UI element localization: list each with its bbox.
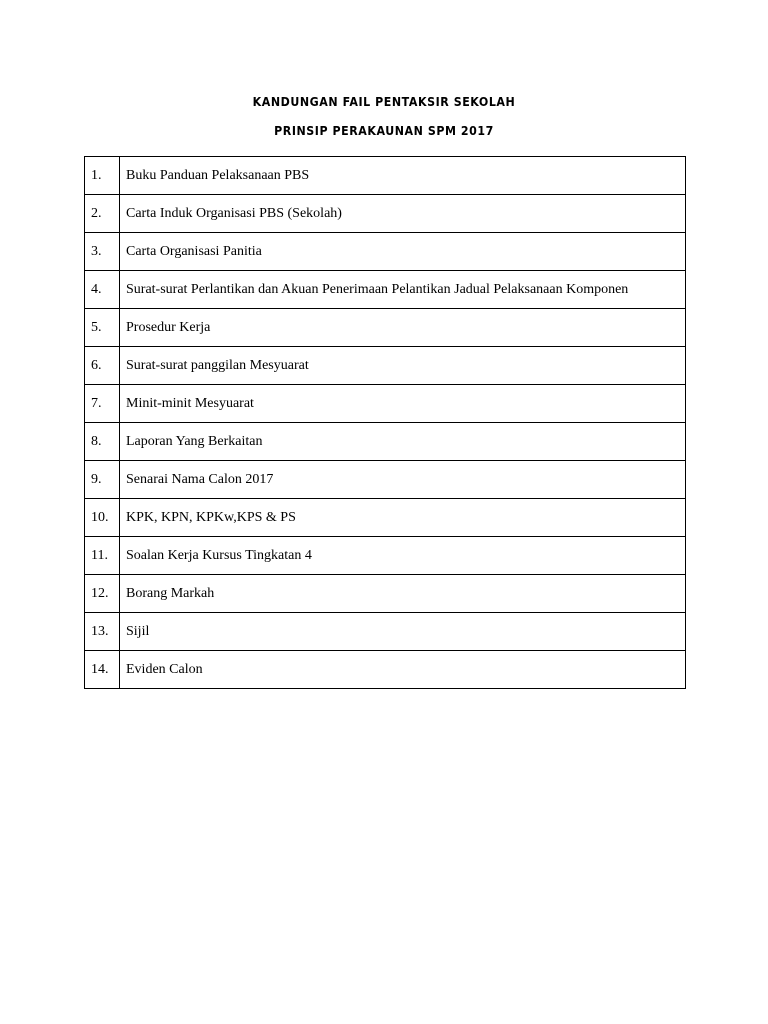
table-row [85,233,686,271]
item-text: Buku Panduan Pelaksanaan PBS [120,157,686,195]
document-subtitle: PRINSIP PERAKAUNAN SPM 2017 [274,124,494,138]
item-text: Laporan Yang Berkaitan [120,423,686,461]
table-row [85,461,686,499]
table-row [85,499,686,537]
item-number: 2. [85,195,120,233]
item-text: Surat-surat Perlantikan dan Akuan Penerimaan Pelantikan Jadual Pelaksanaan Komponen [120,271,686,309]
item-number: 11. [85,537,120,575]
item-text: Soalan Kerja Kursus Tingkatan 4 [120,537,686,575]
item-number: 5. [85,309,120,347]
item-number: 14. [85,651,120,689]
item-number: 4. [85,271,120,309]
item-text: Borang Markah [120,575,686,613]
item-text: KPK, KPN, KPKw,KPS & PS [120,499,686,537]
item-text: Carta Induk Organisasi PBS (Sekolah) [120,195,686,233]
item-number: 1. [85,157,120,195]
item-number: 6. [85,347,120,385]
table-row [85,613,686,651]
item-number: 8. [85,423,120,461]
item-number: 3. [85,233,120,271]
item-text: Minit-minit Mesyuarat [120,385,686,423]
table-row [85,537,686,575]
item-text: Senarai Nama Calon 2017 [120,461,686,499]
table-row [85,195,686,233]
item-text: Carta Organisasi Panitia [120,233,686,271]
item-number: 12. [85,575,120,613]
table-row [85,385,686,423]
table-row [85,575,686,613]
item-text: Eviden Calon [120,651,686,689]
table-row [85,271,686,309]
table-row [85,651,686,689]
item-text: Prosedur Kerja [120,309,686,347]
document-title: KANDUNGAN FAIL PENTAKSIR SEKOLAH [252,95,516,109]
item-number: 13. [85,613,120,651]
contents-table [84,156,686,689]
table-row [85,347,686,385]
table-row [85,423,686,461]
item-text: Sijil [120,613,686,651]
item-text: Surat-surat panggilan Mesyuarat [120,347,686,385]
item-number: 7. [85,385,120,423]
item-number: 10. [85,499,120,537]
table-row [85,157,686,195]
item-number: 9. [85,461,120,499]
table-row [85,309,686,347]
